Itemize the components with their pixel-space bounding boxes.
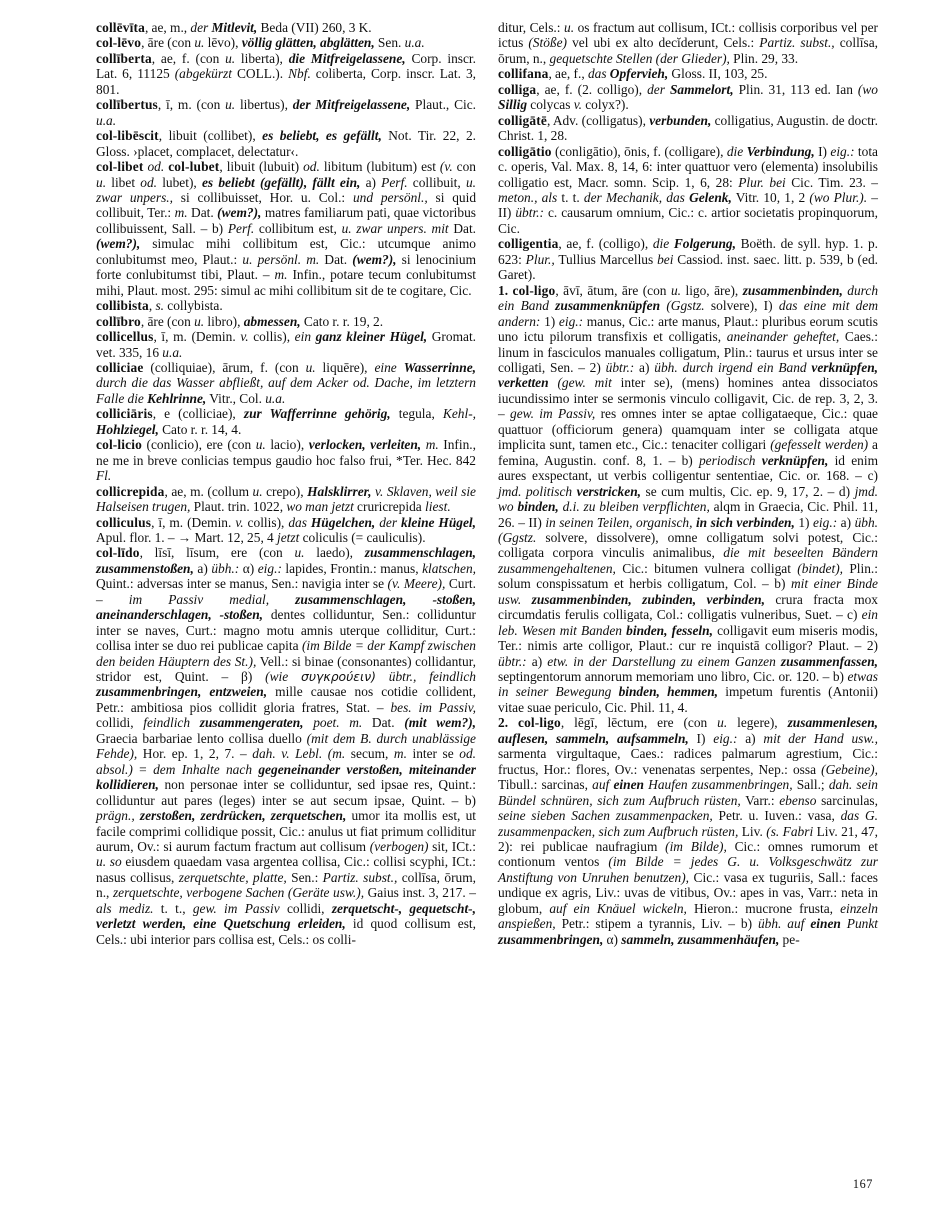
left-column bbox=[96, 20, 476, 947]
dictionary-entry: collībertus, ī, m. (con u. libertus), der Mitfreigelassene, Plaut., Cic. u.a. bbox=[96, 97, 477, 128]
page-columns bbox=[96, 20, 879, 947]
dictionary-entry: 2. col-ligo, lēgī, lēctum, ere (con u. legere), zusammenlesen, auflesen, sammeln, aufsammeln, I) eig.: a) mit der Hand usw., sarmenta virgultaque, Caes.: radices palmarum agrestium, Cic.: fructus, Hor.: flores, Ov.: venenatas serpentes, Nep.: ossa (Gebeine), Tibull.: sarcinas, auf einen Haufen zusammenbringen, Sall.; dah. sein Bündel schnüren, sich zum Aufbruch rüsten, Varr.: ebenso sarcinulas, seine sieben Sachen zusammenpacken, Petr. u. Iuven.: vasa, das G. zusammenpacken, sich zum Aufbruch rüsten, Liv. (s. Fabri Liv. 21, 47, 2): rei publicae naufragium (im Bilde), Cic.: omnes rumorum et contionum ventos (im Bilde = jedes G. u. Volksgeschwätz zur Anstiftung von Unruhen benutzen), Cic.: vasa ex tuguriis, Sall.: faces undique ex agris, Liv.: uvas de vitibus, Ov.: apes in vas, Varr.: neta in globum, auf ein Knäuel wickeln, Hieron.: mucrone frusta, einzeln anspießen, Petr.: stipem a tyrannis, Liv. – b) übh. auf einen Punkt zusammenbringen, α) sammeln, zusammenhäufen, pe- bbox=[498, 715, 879, 947]
dictionary-entry: collīberta, ae, f. (con u. liberta), die Mitfreigelassene, Corp. inscr. Lat. 6, 11125 (abgekürzt COLL.). Nbf. coliberta, Corp. inscr. Lat. 3, 801. bbox=[96, 50, 476, 97]
dictionary-entry: col-lēvo, āre (con u. lēvo), völlig glätten, abglätten, Sen. u.a. bbox=[96, 35, 425, 51]
dictionary-entry: collibista, s. collybista. bbox=[96, 298, 223, 314]
dictionary-entry: colligātio (conligātio), ōnis, f. (colligare), die Verbindung, I) eig.: tota c. operis, Val. Max. 8, 14, 6: inter quattuor vero (elementa) insolubilis colligatio est, Macr. somn. Scip. 1, 6, 28: Plur. bei Cic. Tim. 23. – meton., als t. t. der Mechanik, das Gelenk, Vitr. 10, 1, 2 (wo Plur.). – II) übtr.: c. causarum omnium, Cic.: c. artior societatis propinquorum, Cic. bbox=[498, 143, 879, 236]
dictionary-entry: colliga, ae, f. (2. colligo), der Sammelort, Plin. 31, 113 ed. Ian (wo Sillig colycas v. colyx?). bbox=[498, 81, 878, 113]
dictionary-entry: collifana, ae, f., das Opfervieh, Gloss. II, 103, 25. bbox=[498, 66, 768, 82]
dictionary-entry: collēvīta, ae, m., der Mitlevit, Beda (VII) 260, 3 K. bbox=[96, 20, 372, 35]
dictionary-entry: col-licio (conlicio), ere (con u. lacio), verlocken, verleiten, m. Infin., ne me in breve conlicias tempus gaudio hoc falso frui, *Ter. Hec. 842 Fl. bbox=[96, 437, 476, 484]
dictionary-entry: colliciae (colliquiae), ārum, f. (con u. liquēre), eine Wasserrinne, durch die das Wasser abfließt, auf dem Acker od. Dache, im letztern Falle die Kehlrinne, Vitr., Col. u.a. bbox=[96, 359, 476, 406]
dictionary-entry: collībro, āre (con u. libro), abmessen, Cato r. r. 19, 2. bbox=[96, 313, 384, 329]
dictionary-entry: collicrepida, ae, m. (collum u. crepo), Halsklirrer, v. Sklaven, weil sie Halseisen trugen, Plaut. trin. 1022, wo man jetzt cruricrepida liest. bbox=[96, 483, 476, 515]
dictionary-entry: collicellus, ī, m. (Demin. v. collis), ein ganz kleiner Hügel, Gromat. vet. 335, 16 u.a. bbox=[96, 329, 477, 360]
page-number: 167 bbox=[852, 1177, 873, 1191]
dictionary-entry: colliculus, ī, m. (Demin. v. collis), das Hügelchen, der kleine Hügel, Apul. flor. 1. – → Mart. 12, 25, 4 jetzt coliculis (= cauliculis). bbox=[96, 514, 477, 545]
dictionary-entry: colliciāris, e (colliciae), zur Wafferrinne gehörig, tegula, Kehl-, Hohlziegel, Cato r. r. 14, 4. bbox=[96, 406, 477, 437]
dictionary-entry: colligātē, Adv. (colligatus), verbunden, colligatius, Augustin. de doctr. Christ. 1, 28. bbox=[498, 112, 878, 144]
dictionary-entry: col-līdo, līsī, līsum, ere (con u. laedo), zusammenschlagen, zusammenstoßen, a) übh.: α) eig.: lapides, Frontin.: manus, klatschen, Quint.: adversas inter se manus, Sen.: navigia inter se (v. Meere), Curt. – im Passiv medial, zusammenschlagen, -stoßen, aneinanderschlagen, -stoßen, dentes colliduntur, Sen.: colliduntur inter se naves, Curt.: magno motu amnis uterque colliditur, Curt.: collisa inter se duo rei publicae capita (im Bilde = der Kampf zwischen den beiden Häuptern des St.), Vell.: si binae (consonantes) collidantur, stridor est, Quint. – β) (wie συγκρούειν) übtr., feindlich zusammenbringen, entzweien, mille causae nos cotidie collident, Petr.: ambitiosa pios collidit gloria fratres, Stat. – bes. im Passiv, collidi, feindlich zusammengeraten, poet. m. Dat. (mit wem?), Graecia barbariae lento collisa duello (mit dem B. durch unablässige Fehde), Hor. ep. 1, 2, 7. – dah. v. Lebl. (m. secum, m. inter se od. absol.) = dem Inhalte nach gegeneinander verstoßen, miteinander kollidieren, non personae inter se colliduntur, sed ipsae res, Quint.: colliduntur aut pares (leges) inter se aut secum ipsae, Quint. – b) prägn., zerstoßen, zerdrücken, zerquetschen, umor ita mollis est, ut facile comprimi collidique possit, Cic.: anulus ut fiat primum colliditur aurum, Ov.: si aurum factum fractum aut collisum (verbogen) sit, ICt.: u. so eiusdem quaedam vasa argentea collisa, Cic.: collisi scyphi, ICt.: nasus collisus, zerquetschte, platte, Sen.: Partiz. subst., collīsa, ōrum, n., zerquetschte, verbogene Sachen (Geräte usw.), Gaius inst. 3, 217. – als mediz. t. t., gew. im Passiv collidi, zerquetscht-, gequetscht-, verletzt werden, eine Quetschung erleiden, id quod collisum est, Cels.: ubi interior pars collisa est, Cels.: os colli- bbox=[96, 545, 477, 947]
right-column bbox=[498, 20, 878, 947]
dictionary-entry: col-libēscit, libuit (collibet), es beliebt, es gefällt, Not. Tir. 22, 2. Gloss. ›placet, complacet, delectatur‹. bbox=[96, 128, 476, 159]
dictionary-entry: col-libet od. col-lubet, libuit (lubuit) od. libitum (lubitum) est (v. con u. libet od. lubet), es beliebt (gefällt), fällt ein, a) Perf. collibuit, u. zwar unpers., si collibuisset, Hor. u. Col.: und persönl., si quid collibuit, Ter.: m. Dat. (wem?), matres familiarum pati, quae victoribus collibuissent, Sall. – b) Perf. collibitum est, u. zwar unpers. mit Dat. (wem?), simulac mihi collibitum est, Cic.: utcumque animo conlubitumst meo, Plaut.: u. persönl. m. Dat. (wem?), si lenocinium forte conlubitumst tibi, Plaut. – m. Infin., potare tecum conlubitumst mihi, Plaut. most. 295: simul ac mihi collibitum sit de te cogitare, Cic. bbox=[96, 159, 477, 298]
dictionary-entry: 1. col-ligo, āvī, ātum, āre (con u. ligo, āre), zusammenbinden, durch ein Band zusammenknüpfen (Ggstz. solvere), I) das eine mit dem andern: 1) eig.: manus, Cic.: arte manus, Plaut.: pluribus eorum scutis uno ictu pilorum transfixis et colligatis, aneinander geheftet, Caes.: linum in fasciculos manuales colligatum, Plin.: taurus et ursus inter se colligati, Sen. – 2) übtr.: a) übh. durch irgend ein Band verknüpfen, verketten (gew. mit inter se), (mens) homines antea dissociatos iucundissimo inter se sermonis vinculo colligavit, Cic. de rep. 3, 2, 3. – gew. im Passiv, res omnes inter se aptae colligataeque, Cic.: quae quattuor (officiorum genera) quamquam inter se colligata atque implicita sunt, tamen etc., Cic.: tenaciter colligari (gefesselt werden) a femina, Augustin. conf. 8, 1. – b) periodisch verknüpfen, id enim aures exspectant, ut verbis colligentur sententiae, Cic. or. 168. – c) jmd. politisch verstricken, se cum multis, Cic. ep. 9, 17, 2. – d) jmd. wo binden, d.i. zu bleiben verpflichten, alqm in Graecia, Cic. Phil. 11, 26. – II) in seinen Teilen, organisch, in sich verbinden, 1) eig.: a) übh. (Ggstz. solvere, dissolvere), omne colligatum solvi potest, Cic.: colligata corpora vinculis animalibus, die mit beseelten Bändern zusammengehaltenen, Cic.: bitumen vulnera colligat (bindet), Plin.: solum conspissatum et herbis colligatum, Col. – b) mit einer Binde usw. zusammenbinden, zubinden, verbinden, crura fracta mox circumdatis ferulis colligata, Col.: colligatis vulneribus, Suet. – c) ein leb. Wesen mit Banden binden, fesseln, colligavit eum miseris modis, Ter.: nimis arte colligor, Plaut.: cur re inquistā colligor? Plaut. – 2) übtr.: a) etw. in der Darstellung zu einem Ganzen zusammenfassen, septingentorum annorum memoriam uno libro, Cic. or. 120. – b) etwas in seiner Bewegung binden, hemmen, impetum furentis (Antonii) vitae suae periculo, Cic. Phil. 11, 4. bbox=[498, 282, 879, 715]
dictionary-entry: colligentia, ae, f. (colligo), die Folgerung, Boëth. de syll. hyp. 1. p. 623: Plur., Tullius Marcellus bei Cassiod. inst. saec. litt. p. 539, b (ed. Garet). bbox=[498, 236, 878, 283]
dictionary-entry-continuation: ditur, Cels.: u. os fractum aut collisum, ICt.: collisis corporibus vel per ictus (Stöße) vel ubi ex alto decĭderunt, Cels.: Partiz. subst., collīsa, ōrum, n., gequetschte Stellen (der Glieder), Plin. 29, 33. bbox=[498, 20, 879, 66]
